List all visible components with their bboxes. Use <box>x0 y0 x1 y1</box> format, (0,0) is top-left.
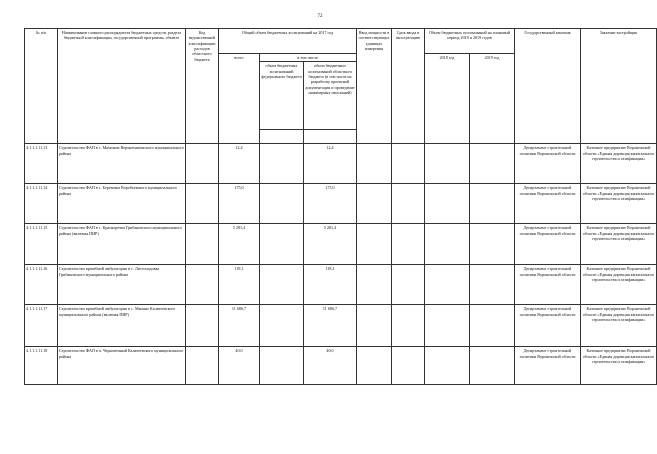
row-object-name: Строительство ФАП в с. Березовка Воробьевского муниципального района <box>58 184 186 224</box>
table-row <box>25 347 657 385</box>
table-row <box>25 305 657 347</box>
row-number: 4.1.1.1.11.15 <box>25 224 58 265</box>
row-customer: Департамент строительной политики Воронежской области <box>515 305 581 347</box>
row-object-name: Строительство врачебной амбулатории в с. Листопадовка Грибановского муниципального района <box>58 265 186 305</box>
header-customer: Государственный заказчик <box>515 29 581 144</box>
header-federal: объем бюджетных ассигнований федерального бюджета <box>260 62 304 130</box>
header-2019: 2019 год <box>470 54 515 144</box>
row-regional: 11 686,7 <box>304 305 357 347</box>
row-number: 4.1.1.1.11.16 <box>25 265 58 305</box>
table-row <box>25 184 657 224</box>
header-planned: Объем бюджетных ассигнований на плановый период 2018 и 2019 годов <box>425 29 515 54</box>
row-regional: 175,0 <box>304 184 357 224</box>
table-row <box>25 265 657 305</box>
row-developer: Казенное предприятие Воронежской области «Единая дирекция капитального строительства и газификации» <box>581 347 657 385</box>
table-row <box>25 144 657 184</box>
row-regional: 40,0 <box>304 347 357 385</box>
row-federal <box>260 224 304 265</box>
row-customer: Департамент строительной политики Воронежской области <box>515 224 581 265</box>
row-developer: Казенное предприятие Воронежской области «Единая дирекция капитального строительства и газификации» <box>581 184 657 224</box>
row-total: 11 686,7 <box>219 305 260 347</box>
row-total: 118,1 <box>219 265 260 305</box>
row-federal <box>260 144 304 184</box>
header-2018: 2018 год <box>425 54 470 144</box>
row-developer: Казенное предприятие Воронежской области «Единая дирекция капитального строительства и газификации» <box>581 265 657 305</box>
row-developer: Казенное предприятие Воронежской области «Единая дирекция капитального строительства и газификации» <box>581 144 657 184</box>
row-federal <box>260 184 304 224</box>
row-customer: Департамент строительной политики Воронежской области <box>515 144 581 184</box>
header-developer: Заказчик-застройщик <box>581 29 657 144</box>
row-total: 12,4 <box>219 144 260 184</box>
investment-table <box>24 28 657 385</box>
header-all: всего <box>219 54 260 144</box>
row-object-name: Строительство ФАП в с. Мамоном Верхнемамонского муниципального района <box>58 144 186 184</box>
row-federal <box>260 265 304 305</box>
header-num: № п/п <box>25 29 58 144</box>
header-total-2017: Общий объем бюджетных ассигнований на 2017 год <box>219 29 357 54</box>
header-code: Код ведомственной классификации расходов областного бюджета <box>186 29 219 144</box>
row-total: 175,0 <box>219 184 260 224</box>
header-including: в том числе: <box>260 54 357 62</box>
row-federal <box>260 305 304 347</box>
row-federal <box>260 347 304 385</box>
row-regional: 12,4 <box>304 144 357 184</box>
row-number: 4.1.1.1.11.13 <box>25 144 58 184</box>
header-term: Срок ввода в эксплуатацию <box>392 29 425 144</box>
row-customer: Департамент строительной политики Воронежской области <box>515 347 581 385</box>
table-row <box>25 224 657 265</box>
row-developer: Казенное предприятие Воронежской области «Единая дирекция капитального строительства и газификации» <box>581 305 657 347</box>
row-object-name: Строительство ФАП в п. Черноземный Калачеевского муниципального района <box>58 347 186 385</box>
row-regional: 5 281,4 <box>304 224 357 265</box>
header-name: Наименование главного распорядителя бюджетных средств, раздела бюджетной классификации, государственной программы, объекта <box>58 29 186 144</box>
page-number: 72 <box>317 14 323 19</box>
row-number: 4.1.1.1.11.18 <box>25 347 58 385</box>
row-customer: Департамент строительной политики Воронежской области <box>515 265 581 305</box>
header-capacity: Ввод мощности в соответствующих единицах измерения <box>357 29 392 144</box>
row-total: 40,0 <box>219 347 260 385</box>
row-customer: Департамент строительной политики Воронежской области <box>515 184 581 224</box>
row-object-name: Строительство врачебной амбулатории в с. Манино Калачеевского муниципального района (включая ПИР) <box>58 305 186 347</box>
row-developer: Казенное предприятие Воронежской области «Единая дирекция капитального строительства и газификации» <box>581 224 657 265</box>
row-number: 4.1.1.1.11.14 <box>25 184 58 224</box>
row-regional: 118,1 <box>304 265 357 305</box>
header-regional: объем бюджетных ассигнований областного бюджета (в том числе на разработку проектной документации и проведение инженерных изысканий) <box>304 62 357 130</box>
row-object-name: Строительство ФАП в с. Красноречка Грибановского муниципального района (включая ПИР) <box>58 224 186 265</box>
row-total: 5 281,4 <box>219 224 260 265</box>
row-number: 4.1.1.1.11.17 <box>25 305 58 347</box>
